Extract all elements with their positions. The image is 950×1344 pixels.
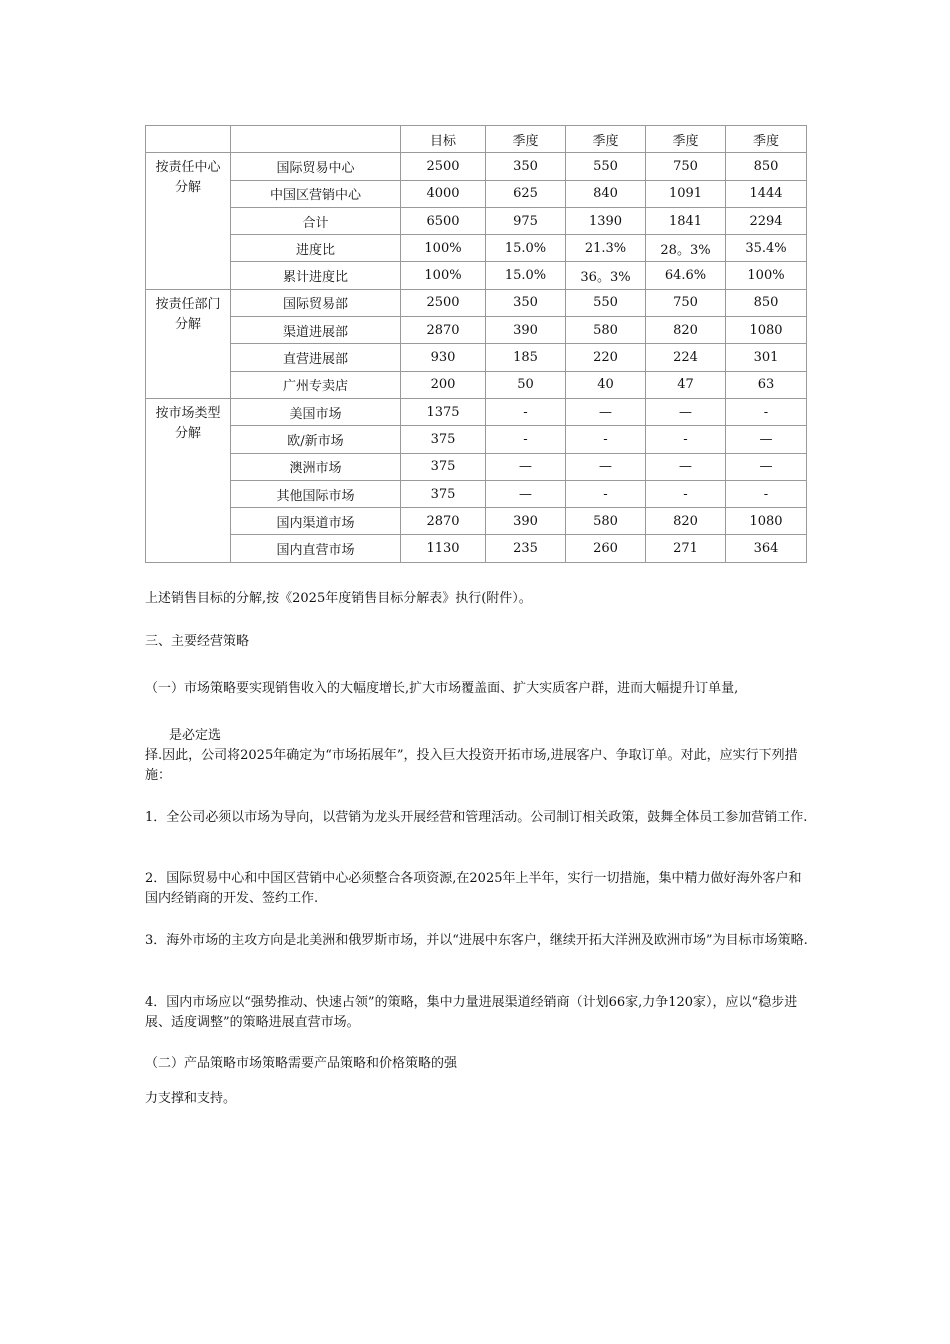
table-header-cell: 目标 (401, 126, 486, 153)
value-cell: 6500 (401, 207, 486, 234)
value-cell: - (566, 480, 646, 507)
paragraph-product-strategy: （二）产品策略市场策略需要产品策略和价格策略的强 (145, 1056, 458, 1071)
row-name-cell: 澳洲市场 (231, 453, 401, 480)
value-cell: 1390 (566, 207, 646, 234)
group-label-line: 按责任中心 (155, 160, 221, 176)
row-name-cell: 其他国际市场 (231, 480, 401, 507)
value-cell: — (566, 453, 646, 480)
value-cell: 820 (646, 317, 726, 344)
value-cell: — (486, 453, 566, 480)
table-row (146, 289, 807, 316)
value-cell: - (646, 426, 726, 453)
value-cell: - (486, 398, 566, 425)
value-cell: 47 (646, 371, 726, 398)
value-cell: 36。3% (566, 262, 646, 289)
paragraph-measure-2: 2．国际贸易中心和中国区营销中心必须整合各项资源,在2025年上半年，实行一切措施，集中精力做好海外客户和国内经销商的开发、签约工作. (145, 871, 802, 906)
value-cell: 100% (401, 235, 486, 262)
table-header-cell: 季度 (566, 126, 646, 153)
value-cell: 375 (401, 426, 486, 453)
value-cell: 1841 (646, 207, 726, 234)
table-row (146, 453, 807, 480)
value-cell: 185 (486, 344, 566, 371)
value-cell: 1130 (401, 535, 486, 562)
page-content (145, 125, 805, 563)
value-cell: 220 (566, 344, 646, 371)
value-cell: 375 (401, 453, 486, 480)
value-cell: 625 (486, 180, 566, 207)
value-cell: — (486, 480, 566, 507)
table-row (146, 480, 807, 507)
group-label-cell (146, 289, 231, 398)
table-row (146, 262, 807, 289)
paragraph-market-strategy: （一）市场策略要实现销售收入的大幅度增长,扩大市场覆盖面、扩大实质客户群，进而大幅提升订单量, (145, 681, 739, 696)
value-cell: 200 (401, 371, 486, 398)
value-cell: 2500 (401, 289, 486, 316)
row-name-cell: 国内直营市场 (231, 535, 401, 562)
table-row (146, 344, 807, 371)
value-cell: - (726, 480, 807, 507)
row-name-cell: 合计 (231, 207, 401, 234)
value-cell: 375 (401, 480, 486, 507)
value-cell: 235 (486, 535, 566, 562)
row-name-cell: 欧/新市场 (231, 426, 401, 453)
value-cell: 1080 (726, 508, 807, 535)
table-row (146, 180, 807, 207)
table-row (146, 317, 807, 344)
table-row (146, 535, 807, 562)
table-row (146, 508, 807, 535)
row-name-cell: 直营进展部 (231, 344, 401, 371)
value-cell: — (726, 453, 807, 480)
table-row (146, 207, 807, 234)
group-label-line: 分解 (174, 316, 201, 332)
value-cell: 2870 (401, 508, 486, 535)
table-header-cell: 季度 (726, 126, 807, 153)
value-cell: 1375 (401, 398, 486, 425)
value-cell: - (726, 398, 807, 425)
value-cell: 820 (646, 508, 726, 535)
value-cell: 350 (486, 153, 566, 180)
paragraph-measure-3: 3．海外市场的主攻方向是北美洲和俄罗斯市场，并以“进展中东客户，继续开拓大洋洲及欧洲市场”为目标市场策略. (145, 933, 808, 948)
value-cell: 850 (726, 153, 807, 180)
value-cell: 975 (486, 207, 566, 234)
value-cell: 580 (566, 508, 646, 535)
group-label-cell (146, 153, 231, 289)
table-row (146, 153, 807, 180)
value-cell: 40 (566, 371, 646, 398)
value-cell: 100% (401, 262, 486, 289)
value-cell: 850 (726, 289, 807, 316)
value-cell: - (486, 426, 566, 453)
row-name-cell: 国际贸易中心 (231, 153, 401, 180)
paragraph-product-strategy-cont: 力支撑和支持。 (145, 1091, 237, 1106)
value-cell: - (566, 426, 646, 453)
value-cell: — (726, 426, 807, 453)
value-cell: 390 (486, 317, 566, 344)
value-cell: 63 (726, 371, 807, 398)
value-cell: 550 (566, 153, 646, 180)
value-cell: — (646, 453, 726, 480)
value-cell: 50 (486, 371, 566, 398)
paragraph-measure-4: 4．国内市场应以“强势推动、快速占领”的策略，集中力量进展渠道经销商（计划66家,力争120家），应以“稳步进展、适度调整”的策略进展直营市场。 (145, 995, 798, 1030)
value-cell: 28。3% (646, 235, 726, 262)
value-cell: 301 (726, 344, 807, 371)
value-cell: 1091 (646, 180, 726, 207)
value-cell: 224 (646, 344, 726, 371)
row-name-cell: 渠道进展部 (231, 317, 401, 344)
value-cell: 1444 (726, 180, 807, 207)
paragraph-table-note: 上述销售目标的分解,按《2025年度销售目标分解表》执行(附件）。 (145, 591, 532, 606)
row-name-cell: 国内渠道市场 (231, 508, 401, 535)
value-cell: 580 (566, 317, 646, 344)
value-cell: 260 (566, 535, 646, 562)
section-heading-strategy: 三、主要经营策略 (145, 634, 250, 649)
value-cell: 1080 (726, 317, 807, 344)
value-cell: 930 (401, 344, 486, 371)
value-cell: 2294 (726, 207, 807, 234)
paragraph-measure-1: 1．全公司必须以市场为导向，以营销为龙头开展经营和管理活动。公司制订相关政策，鼓舞全体员工参加营销工作. (145, 810, 808, 825)
value-cell: 21.3% (566, 235, 646, 262)
row-name-cell: 中国区营销中心 (231, 180, 401, 207)
value-cell: 64.6% (646, 262, 726, 289)
value-cell: 15.0% (486, 262, 566, 289)
row-name-cell: 国际贸易部 (231, 289, 401, 316)
table-row (146, 426, 807, 453)
row-name-cell: 进度比 (231, 235, 401, 262)
value-cell: 2870 (401, 317, 486, 344)
value-cell: 15.0% (486, 235, 566, 262)
value-cell: — (646, 398, 726, 425)
value-cell: 550 (566, 289, 646, 316)
value-cell: 2500 (401, 153, 486, 180)
group-label-line: 分解 (174, 425, 201, 441)
value-cell: 390 (486, 508, 566, 535)
group-label-line: 按市场类型 (155, 405, 221, 421)
table-row (146, 398, 807, 425)
paragraph-market-strategy-measures: 择.因此，公司将2025年确定为“市场拓展年”，投入巨大投资开拓市场,进展客户、争取订单。对此，应实行下列措施： (145, 748, 798, 783)
table-header-cell (146, 126, 231, 153)
table-header-cell: 季度 (646, 126, 726, 153)
sales-target-table (145, 125, 807, 563)
value-cell: - (646, 480, 726, 507)
value-cell: 271 (646, 535, 726, 562)
value-cell: 100% (726, 262, 807, 289)
value-cell: 750 (646, 153, 726, 180)
table-row (146, 235, 807, 262)
group-label-cell (146, 398, 231, 562)
paragraph-market-strategy-cont: 是必定选 (169, 728, 222, 743)
row-name-cell: 累计进度比 (231, 262, 401, 289)
row-name-cell: 美国市场 (231, 398, 401, 425)
table-row (146, 371, 807, 398)
value-cell: 750 (646, 289, 726, 316)
group-label-line: 按责任部门 (155, 296, 221, 312)
value-cell: 35.4% (726, 235, 807, 262)
row-name-cell: 广州专卖店 (231, 371, 401, 398)
value-cell: — (566, 398, 646, 425)
value-cell: 840 (566, 180, 646, 207)
value-cell: 364 (726, 535, 807, 562)
value-cell: 350 (486, 289, 566, 316)
group-label-line: 分解 (174, 180, 201, 196)
table-header-row (146, 126, 807, 153)
value-cell: 4000 (401, 180, 486, 207)
table-header-cell (231, 126, 401, 153)
table-header-cell: 季度 (486, 126, 566, 153)
